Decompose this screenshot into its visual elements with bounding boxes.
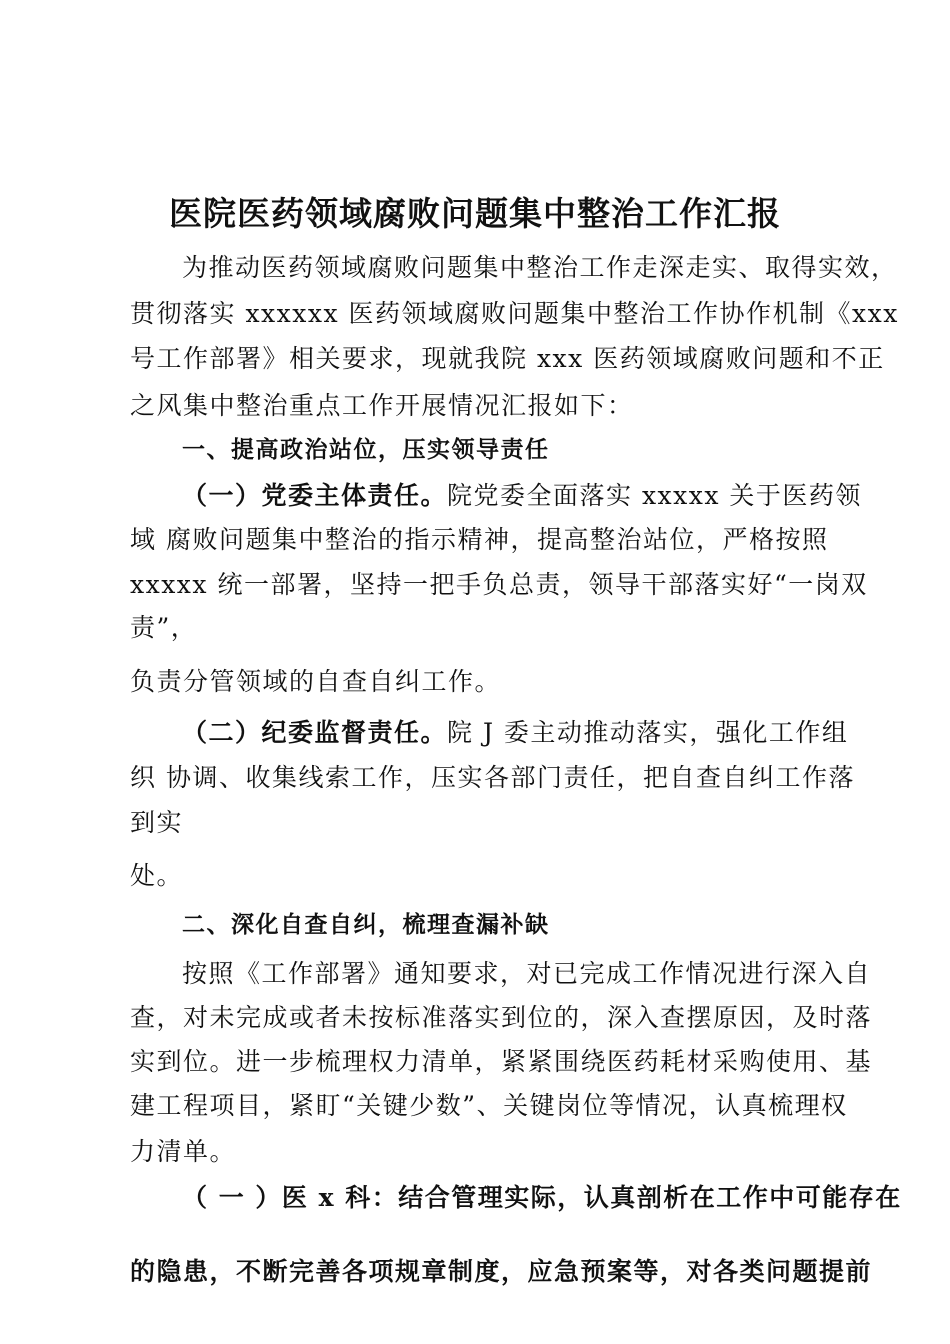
section-2-heading: 二、深化自查自纠，梳理查漏补缺 (182, 912, 550, 938)
section-1-item-1-line-2: 域 腐败问题集中整治的指示精神，提高整治站位，严格按照 (130, 525, 829, 554)
section-2-paragraph-line-4: 建工程项目，紧盯“关键少数”、关键岗位等情况，认真梳理权 (130, 1091, 848, 1120)
section-2-paragraph-line-3: 实到位。进一步梳理权力清单，紧紧围绕医药耗材采购使用、基 (130, 1047, 873, 1076)
section-1-item-2-first-line (182, 717, 848, 749)
section-1-item-1-line-3: xxxxx 统一部署，坚持一把手负总责，领导干部落实好“一岗双 (130, 570, 868, 599)
section-2-paragraph-line-1: 按照《工作部署》通知要求，对已完成工作情况进行深入自 (182, 959, 872, 988)
section-1-item-1-line-5: 负责分管领域的自查自纠工作。 (130, 667, 502, 696)
section-2-paragraph-line-5: 力清单。 (130, 1137, 237, 1166)
section-1-item-2-line-4: 处。 (130, 861, 184, 890)
section-1-item-1-line-4: 责”， (130, 613, 198, 642)
intro-line-4: 之风集中整治重点工作开展情况汇报如下： (130, 391, 634, 420)
section-2-item-1-line-1: （ 一 ）医 x 科：结合管理实际，认真剖析在工作中可能存在 (182, 1183, 902, 1212)
section-1-item-2-lead: （二）纪委监督责任。 (182, 718, 448, 747)
section-1-item-1-first-line (182, 480, 862, 512)
section-2-paragraph-line-2: 查，对未完成或者未按标准落实到位的，深入查摆原因，及时落 (130, 1003, 873, 1032)
document-title: 医院医药领域腐败问题集中整治工作汇报 (169, 194, 781, 233)
intro-line-2: 贯彻落实 xxxxxx 医药领域腐败问题集中整治工作协作机制《xxx (130, 299, 899, 328)
section-1-item-1-text: 院党委全面落实 xxxxx 关于医药领 (447, 481, 862, 510)
section-1-item-2-line-3: 到实 (130, 808, 184, 837)
section-2-item-1-line-2: 的隐患，不断完善各项规章制度，应急预案等，对各类问题提前 (130, 1257, 873, 1286)
intro-line-3: 号工作部署》相关要求，现就我院 xxx 医药领域腐败问题和不正 (130, 344, 885, 373)
section-1-item-1-lead: （一）党委主体责任。 (182, 481, 448, 510)
section-1-item-2-line-2: 织 协调、收集线索工作，压实各部门责任，把自查自纠工作落 (130, 763, 855, 792)
section-1-item-2-text: 院 J 委主动推动落实，强化工作组 (447, 718, 849, 747)
section-1-heading: 一、提高政治站位，压实领导责任 (182, 437, 550, 463)
intro-line-1: 为推动医药领域腐败问题集中整治工作走深走实、取得实效， (182, 253, 898, 282)
